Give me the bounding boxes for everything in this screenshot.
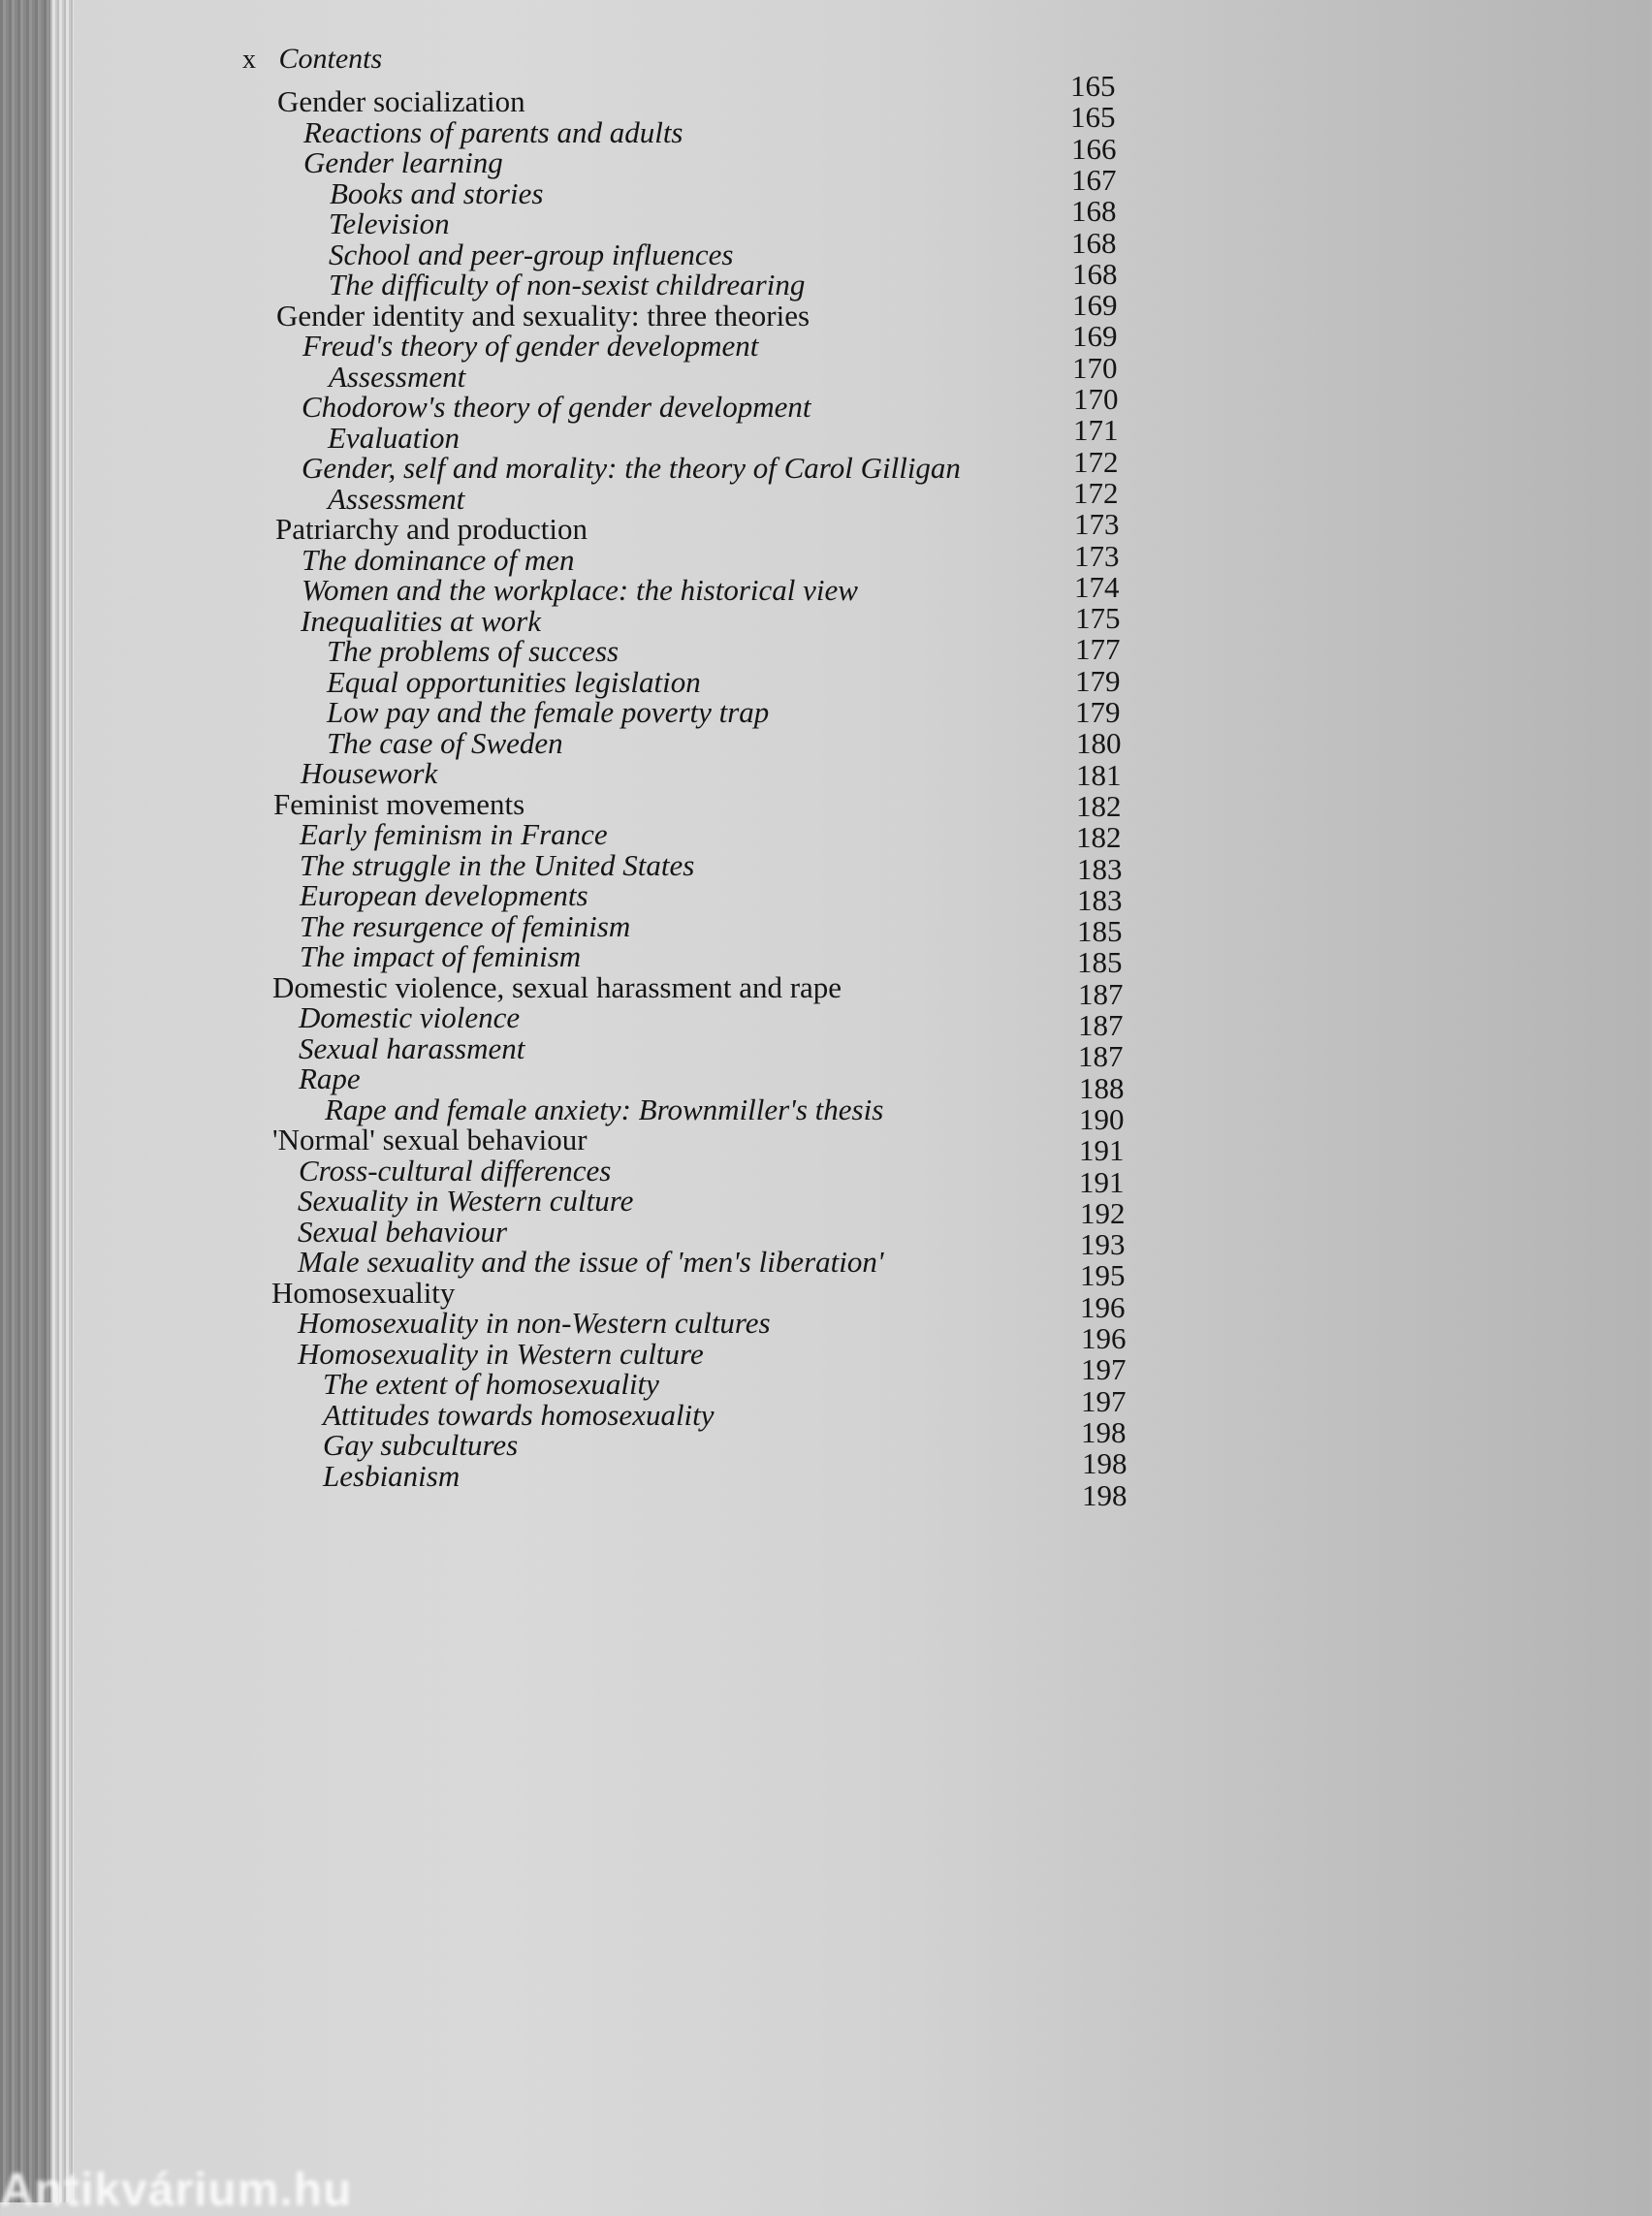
toc-entry-title: The dominance of men bbox=[302, 542, 575, 577]
toc-entry-title: Domestic violence bbox=[299, 1000, 521, 1034]
toc-entry-title: The impact of feminism bbox=[300, 939, 582, 973]
toc-entry-page: 170 bbox=[1073, 382, 1119, 416]
toc-entry-page: 183 bbox=[1077, 851, 1123, 886]
toc-entry-title: European developments bbox=[300, 878, 588, 912]
toc-entry-page: 172 bbox=[1073, 444, 1119, 479]
toc-entry-title: Rape and female anxiety: Brownmiller's thesis bbox=[325, 1092, 884, 1126]
watermark: Antikvárium.hu bbox=[0, 2165, 353, 2216]
toc-entry-page: 182 bbox=[1076, 820, 1122, 855]
toc-entry-title: Inequalities at work bbox=[301, 603, 541, 638]
toc-entry-page: 169 bbox=[1072, 288, 1118, 323]
toc-entry-title: Evaluation bbox=[328, 420, 461, 455]
toc-entry-title: Reactions of parents and adults bbox=[303, 114, 683, 149]
toc-entry-page: 167 bbox=[1071, 162, 1117, 197]
toc-entry-title: Male sexuality and the issue of 'men's liberation' bbox=[298, 1245, 884, 1279]
toc-entry-page: 174 bbox=[1074, 569, 1120, 604]
toc-entry-title: Attitudes towards homosexuality bbox=[323, 1397, 715, 1432]
toc-entry-page: 193 bbox=[1080, 1227, 1126, 1262]
toc-entry-title: Housework bbox=[301, 756, 438, 790]
toc-entry-title: Patriarchy and production bbox=[275, 512, 588, 546]
toc-entry-title: Feminist movements bbox=[273, 786, 525, 821]
toc-entry-page: 165 bbox=[1070, 100, 1116, 135]
toc-entry-title: The extent of homosexuality bbox=[323, 1367, 659, 1401]
toc-entry-title: Domestic violence, sexual harassment and rape bbox=[272, 969, 842, 1004]
toc-entry-title: Homosexuality in non-Western cultures bbox=[298, 1306, 771, 1340]
toc-entry-title: Women and the workplace: the historical view bbox=[302, 573, 858, 607]
toc-entry-page: 175 bbox=[1075, 601, 1121, 636]
toc-entry-page: 187 bbox=[1078, 1008, 1124, 1042]
toc-entry-page: 168 bbox=[1071, 225, 1117, 260]
toc-entry-page: 197 bbox=[1081, 1352, 1127, 1387]
toc-entry-title: The struggle in the United States bbox=[300, 847, 695, 882]
toc-entry-page: 171 bbox=[1073, 413, 1119, 448]
toc-entry-title: Television bbox=[329, 206, 450, 240]
toc-entry-page: 196 bbox=[1081, 1321, 1127, 1355]
toc-entry-page: 198 bbox=[1082, 1446, 1128, 1481]
toc-entry-page: 179 bbox=[1075, 663, 1121, 698]
toc-entry-title: Sexual harassment bbox=[299, 1030, 525, 1065]
toc-entry-page: 170 bbox=[1072, 350, 1118, 385]
toc-entry-page: 165 bbox=[1070, 69, 1116, 103]
toc-entry-page: 166 bbox=[1071, 131, 1117, 166]
toc-entry-page: 182 bbox=[1076, 788, 1122, 823]
toc-entry-title: Gender socialization bbox=[277, 84, 525, 118]
toc-entry-title: Lesbianism bbox=[323, 1458, 461, 1493]
toc-entry-page: 190 bbox=[1079, 1101, 1125, 1136]
toc-entry-page: 173 bbox=[1074, 507, 1120, 542]
toc-entry-page: 168 bbox=[1072, 256, 1118, 291]
toc-entry-title: Chodorow's theory of gender development bbox=[302, 390, 811, 424]
toc-entry-title: Rape bbox=[299, 1061, 361, 1095]
toc-entry-title: Gay subcultures bbox=[323, 1428, 519, 1462]
toc-entry-page: 198 bbox=[1081, 1414, 1127, 1449]
toc-entry-page: 198 bbox=[1082, 1477, 1128, 1512]
toc-entry-title: Sexual behaviour bbox=[298, 1214, 508, 1249]
toc-entry-title: Early feminism in France bbox=[300, 817, 608, 851]
toc-entry-page: 181 bbox=[1076, 757, 1122, 792]
toc-entry-title: Equal opportunities legislation bbox=[327, 664, 701, 699]
toc-entry-page: 188 bbox=[1079, 1070, 1125, 1105]
toc-entry-page: 195 bbox=[1080, 1258, 1126, 1293]
toc-entry-title: The problems of success bbox=[327, 634, 620, 668]
toc-entry-page: 192 bbox=[1080, 1195, 1126, 1230]
toc-entry-title: Assessment bbox=[328, 481, 465, 516]
running-title: Contents bbox=[278, 43, 383, 75]
toc-entry-title: Assessment bbox=[329, 359, 466, 394]
toc-entry-title: School and peer-group influences bbox=[329, 237, 734, 271]
toc-entry-page: 180 bbox=[1076, 726, 1122, 761]
toc-entry-title: Freud's theory of gender development bbox=[302, 329, 759, 363]
toc-entry-title: Sexuality in Western culture bbox=[298, 1184, 634, 1218]
toc-entry-title: The resurgence of feminism bbox=[300, 908, 631, 943]
toc-entry-page: 196 bbox=[1080, 1289, 1126, 1324]
toc-entry-page: 179 bbox=[1075, 695, 1121, 729]
toc-entry-title: The difficulty of non-sexist childrearing bbox=[329, 268, 806, 301]
toc-entry-title: Gender, self and morality: the theory of Carol Gilligan bbox=[302, 451, 961, 485]
page-number: x bbox=[242, 45, 256, 75]
toc-entry-page: 172 bbox=[1073, 475, 1119, 510]
toc-entry-page: 191 bbox=[1079, 1164, 1125, 1199]
toc-entry-page: 169 bbox=[1072, 319, 1118, 354]
toc-entry-page: 185 bbox=[1077, 914, 1123, 949]
toc-entry-title: Gender learning bbox=[303, 145, 503, 179]
toc-entry-title: Homosexuality in Western culture bbox=[298, 1336, 704, 1371]
toc-entry-page: 177 bbox=[1075, 632, 1121, 667]
toc-entry-page: 173 bbox=[1074, 538, 1120, 573]
toc-entry-page: 168 bbox=[1071, 194, 1117, 229]
toc-entry-title: Homosexuality bbox=[271, 1275, 456, 1310]
toc-entry-page: 197 bbox=[1081, 1383, 1127, 1418]
toc-entry-title: 'Normal' sexual behaviour bbox=[272, 1123, 588, 1156]
toc-entry-title: Cross-cultural differences bbox=[299, 1153, 612, 1187]
toc-entry-title: The case of Sweden bbox=[327, 725, 563, 760]
toc-entry-page: 185 bbox=[1077, 945, 1123, 980]
toc-entry-title: Low pay and the female poverty trap bbox=[327, 695, 770, 729]
toc-entry-page: 187 bbox=[1078, 976, 1124, 1011]
toc-entry-title: Gender identity and sexuality: three theories bbox=[276, 298, 810, 332]
toc-entry-page: 191 bbox=[1079, 1133, 1125, 1168]
toc-entry-page: 187 bbox=[1078, 1039, 1124, 1074]
toc-entry-page: 183 bbox=[1077, 882, 1123, 917]
toc-entry-title: Books and stories bbox=[330, 175, 544, 210]
